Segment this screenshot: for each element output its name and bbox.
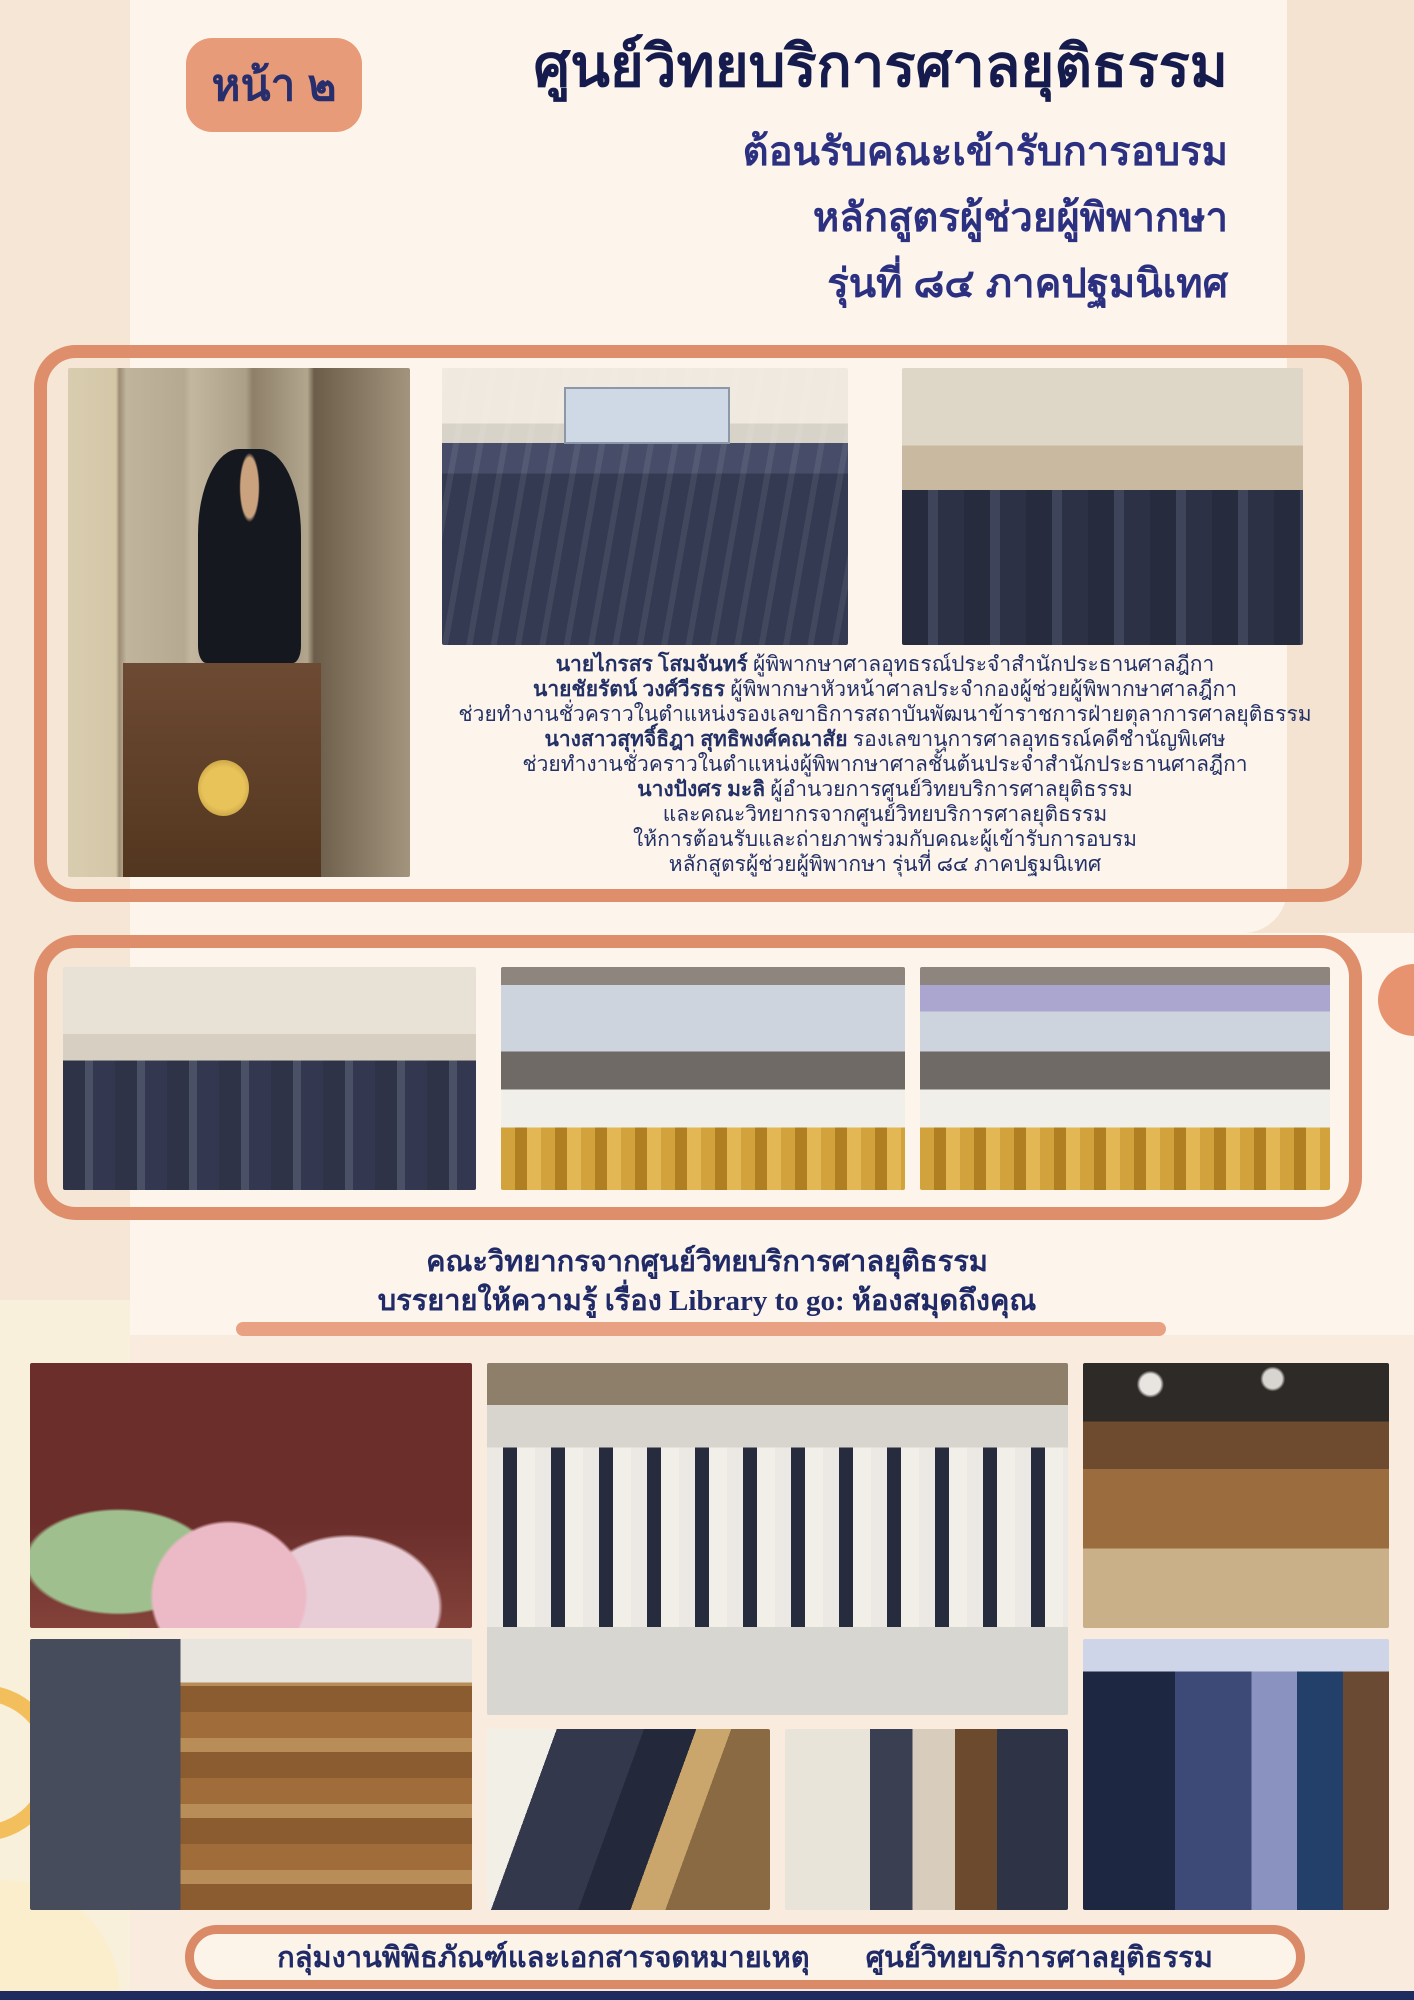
photo-exhibit-hall-tour — [1083, 1639, 1389, 1910]
description-line — [430, 752, 1340, 777]
person-name: นายไกรสร โสมจันทร์ — [555, 652, 748, 676]
person-title: ช่วยทำงานชั่วคราวในตำแหน่งผู้พิพากษาศาลชั้นต้นประจำสำนักประธานศาลฎีกา — [522, 752, 1248, 776]
subtitle-line-2: หลักสูตรผู้ช่วยผู้พิพากษา — [812, 196, 1228, 241]
section-divider-bar — [236, 1322, 1166, 1336]
photo-lecture-panel-left — [501, 967, 905, 1190]
description-line — [430, 777, 1340, 802]
footer-navy-bar — [0, 1991, 1414, 2000]
subtitle-line-1: ต้อนรับคณะเข้ารับการอบรม — [742, 130, 1228, 175]
photo-large-group-museum — [487, 1363, 1068, 1715]
photo-lecture-panel-right — [920, 967, 1330, 1190]
description-line — [430, 802, 1340, 827]
photo-officials-group — [902, 368, 1303, 645]
person-title: รองเลขานุการศาลอุทธรณ์คดีชำนัญพิเศษ — [847, 727, 1226, 751]
photo-speaker-at-podium — [68, 368, 410, 877]
photo-training-room-audience — [442, 368, 848, 645]
photo-trainees-standing-group — [63, 967, 476, 1190]
photo-trainees-viewing-documents — [487, 1729, 770, 1910]
person-title: ช่วยทำงานชั่วคราวในตำแหน่งรองเลขาธิการสถาบันพัฒนาข้าราชการฝ่ายตุลาการศาลยุติธรรม — [458, 702, 1312, 726]
description-line — [430, 702, 1340, 727]
description-line — [430, 652, 1340, 677]
photo-flowers-and-guide — [30, 1363, 472, 1628]
person-title: ผู้พิพากษาศาลอุทธรณ์ประจำสำนักประธานศาลฎีกา — [747, 652, 1215, 676]
person-title: ให้การต้อนรับและถ่ายภาพร่วมกับคณะผู้เข้ารับการอบรม — [633, 827, 1137, 851]
person-title: หลักสูตรผู้ช่วยผู้พิพากษา รุ่นที่ ๘๔ ภาคปฐมนิเทศ — [668, 852, 1102, 876]
caption-line-1: คณะวิทยากรจากศูนย์วิทยบริการศาลยุติธรรม — [426, 1246, 988, 1278]
photo-projection-screen — [564, 387, 730, 444]
section2-caption — [207, 1243, 1207, 1321]
page-number-badge — [186, 38, 362, 132]
person-name: นางปังศร มะลิ — [637, 777, 766, 801]
photo-trainees-in-corridor — [785, 1729, 1068, 1910]
person-title: และคณะวิทยากรจากศูนย์วิทยบริการศาลยุติธรรม — [662, 802, 1108, 826]
footer-caption-pill — [185, 1925, 1305, 1989]
person-title: ผู้พิพากษาหัวหน้าศาลประจำกองผู้ช่วยผู้พิพากษาศาลฎีกา — [725, 677, 1238, 701]
page-number-label: หน้า ๒ — [211, 61, 337, 110]
description-line — [430, 827, 1340, 852]
subtitle-line-3: รุ่นที่ ๘๔ ภาคปฐมนิเทศ — [827, 262, 1228, 307]
photo-trainees-at-bookshelves — [30, 1639, 472, 1910]
footer-caption-right: ศูนย์วิทยบริการศาลยุติธรรม — [865, 1942, 1213, 1974]
description-line — [430, 677, 1340, 702]
description-line — [430, 727, 1340, 752]
section1-description — [430, 652, 1340, 877]
person-title: ผู้อำนวยการศูนย์วิทยบริการศาลยุติธรรม — [765, 777, 1133, 801]
person-name: นายชัยรัตน์ วงศ์วีรธร — [532, 677, 726, 701]
page-title: ศูนย์วิทยบริการศาลยุติธรรม — [533, 34, 1228, 99]
photo-podium-crest — [198, 760, 249, 816]
photo-museum-courtroom-benches — [1083, 1363, 1389, 1628]
header-text-block — [533, 28, 1228, 307]
caption-line-2: บรรยายให้ความรู้ เรื่อง Library to go: ห้องสมุดถึงคุณ — [377, 1285, 1037, 1317]
person-name: นางสาวสุทจิ์ธิฎา สุทธิพงศ์คณาสัย — [544, 727, 848, 751]
footer-caption-left: กลุ่มงานพิพิธภัณฑ์และเอกสารจดหมายเหตุ — [277, 1942, 810, 1974]
photo-speaker-figure — [198, 449, 301, 663]
description-line — [430, 852, 1340, 877]
